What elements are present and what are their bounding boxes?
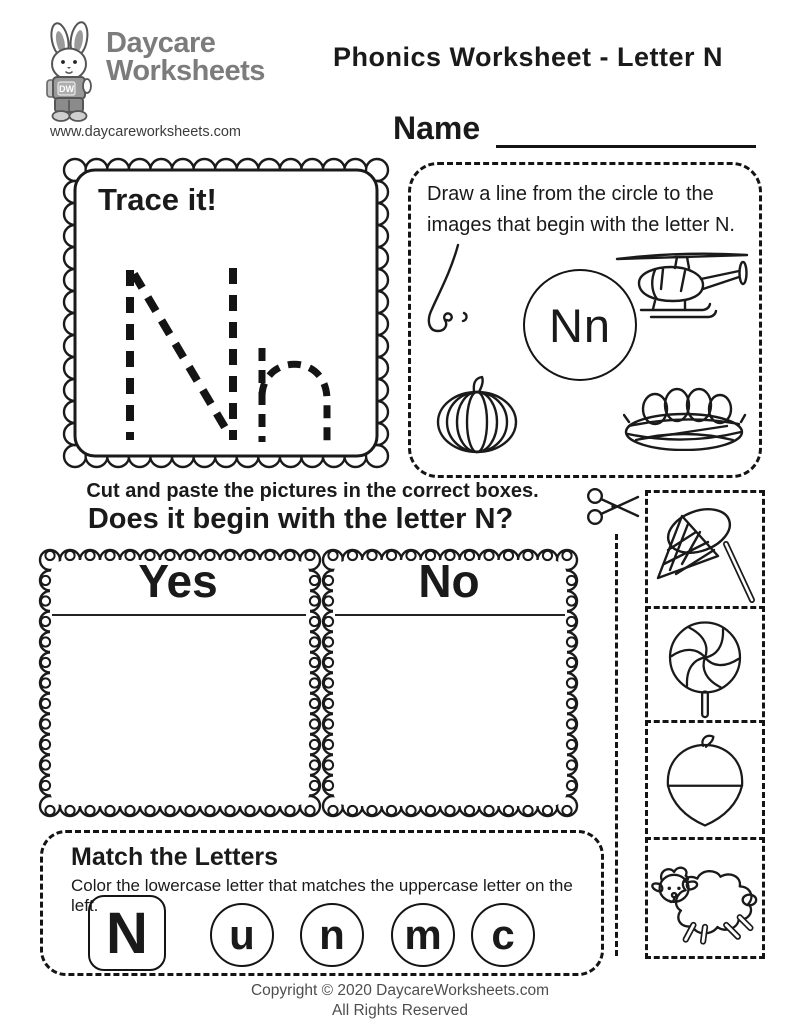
- draw-instruction: Draw a line from the circle to the images that begin with the letter N.: [427, 183, 735, 236]
- match-instruction: Color the lowercase letter that matches the uppercase letter on the left.: [71, 876, 573, 915]
- option-circle-n[interactable]: n: [300, 903, 364, 967]
- lollipop-drawing: [653, 612, 757, 720]
- name-line[interactable]: [496, 145, 756, 148]
- letter-circle-label: Nn: [548, 298, 612, 352]
- no-underline: [335, 614, 565, 616]
- match-title: Match the Letters: [71, 843, 278, 871]
- website-url: www.daycareworksheets.com: [50, 124, 241, 140]
- match-letters-box: [40, 830, 604, 976]
- footer-copyright: [0, 981, 800, 1021]
- cut-paste-instruction: Cut and paste the pictures in the correct boxes.: [86, 480, 539, 502]
- cutout-box-lollipop: [645, 606, 765, 726]
- option-circle-c[interactable]: c: [471, 903, 535, 967]
- option-circle-m[interactable]: m: [391, 903, 455, 967]
- brand-line2: Worksheets: [106, 54, 265, 87]
- cutout-box-acorn: [645, 720, 765, 843]
- trace-title: Trace it!: [98, 182, 217, 217]
- brand-line1: Daycare: [106, 27, 216, 59]
- question-text: Does it begin with the letter N?: [87, 503, 514, 535]
- page-title: Phonics Worksheet - Letter N: [332, 42, 724, 72]
- brand-badge: DW: [59, 84, 74, 94]
- cutout-box-sheep: [645, 837, 765, 959]
- cutout-box-net: [645, 490, 765, 612]
- scissors-icon: [586, 486, 642, 534]
- no-label: No: [418, 555, 480, 607]
- nose-drawing: [421, 241, 476, 346]
- yes-underline: [52, 614, 306, 616]
- sheep-drawing: [649, 848, 761, 948]
- uppercase-letter-box: N: [88, 895, 166, 971]
- pumpkin-drawing: [431, 375, 523, 455]
- name-label: Name: [393, 110, 481, 146]
- yes-label: Yes: [138, 555, 218, 607]
- net-drawing: [652, 498, 758, 604]
- footer-line1: Copyright © 2020 DaycareWorksheets.com: [250, 982, 549, 999]
- draw-line-box: [408, 162, 762, 478]
- option-circle-u[interactable]: u: [210, 903, 274, 967]
- footer-line2: All Rights Reserved: [331, 1002, 469, 1019]
- nest-drawing: [623, 387, 747, 451]
- bunny-logo-icon: [38, 20, 104, 124]
- brand-name: [106, 27, 265, 87]
- cut-line: [615, 534, 618, 956]
- acorn-drawing: [655, 728, 755, 836]
- letter-circle: [523, 269, 637, 381]
